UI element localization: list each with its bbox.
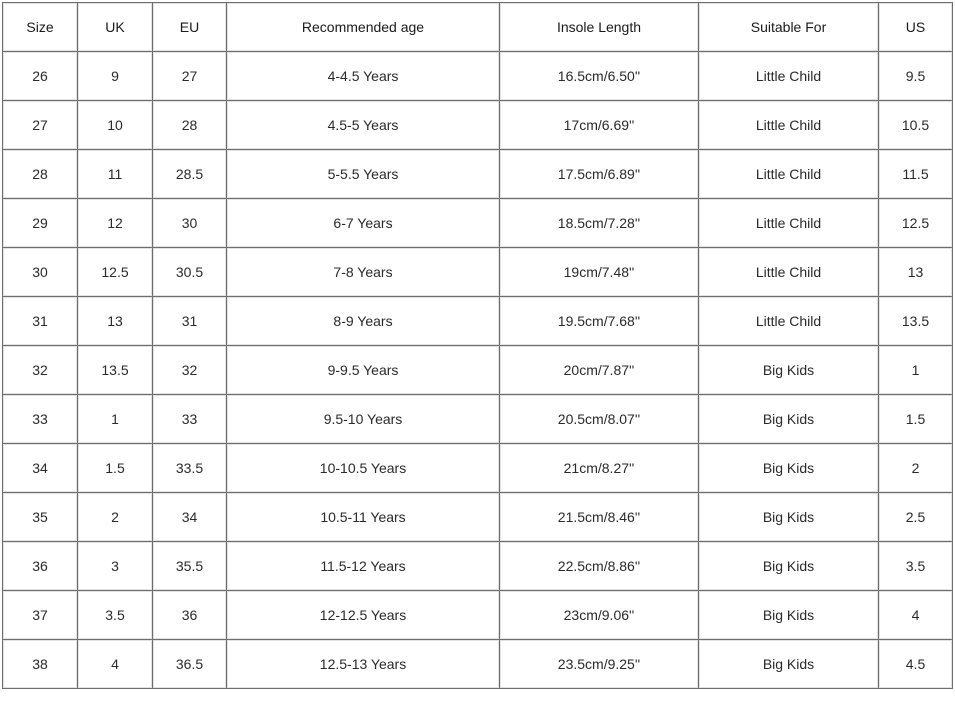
cell-recommended-age: 10-10.5 Years bbox=[227, 444, 500, 493]
cell-suitable-for: Little Child bbox=[699, 248, 879, 297]
cell-suitable-for: Little Child bbox=[699, 150, 879, 199]
cell-us: 10.5 bbox=[879, 101, 953, 150]
cell-suitable-for: Little Child bbox=[699, 52, 879, 101]
cell-eu: 30 bbox=[153, 199, 227, 248]
cell-recommended-age: 6-7 Years bbox=[227, 199, 500, 248]
cell-suitable-for: Big Kids bbox=[699, 444, 879, 493]
cell-insole-length: 21cm/8.27'' bbox=[500, 444, 699, 493]
cell-insole-length: 23.5cm/9.25'' bbox=[500, 640, 699, 689]
cell-insole-length: 19cm/7.48'' bbox=[500, 248, 699, 297]
header-us: US bbox=[879, 3, 953, 52]
cell-suitable-for: Big Kids bbox=[699, 395, 879, 444]
cell-uk: 12 bbox=[78, 199, 153, 248]
header-size: Size bbox=[3, 3, 78, 52]
cell-recommended-age: 12-12.5 Years bbox=[227, 591, 500, 640]
header-recommended-age: Recommended age bbox=[227, 3, 500, 52]
cell-us: 1.5 bbox=[879, 395, 953, 444]
table-row bbox=[3, 542, 953, 591]
cell-insole-length: 21.5cm/8.46'' bbox=[500, 493, 699, 542]
cell-us: 2.5 bbox=[879, 493, 953, 542]
table-row bbox=[3, 346, 953, 395]
cell-uk: 13 bbox=[78, 297, 153, 346]
cell-suitable-for: Big Kids bbox=[699, 346, 879, 395]
cell-insole-length: 20cm/7.87'' bbox=[500, 346, 699, 395]
table-row bbox=[3, 199, 953, 248]
table-row bbox=[3, 52, 953, 101]
table-row bbox=[3, 395, 953, 444]
cell-size: 33 bbox=[3, 395, 78, 444]
table-row bbox=[3, 591, 953, 640]
cell-uk: 10 bbox=[78, 101, 153, 150]
cell-us: 4 bbox=[879, 591, 953, 640]
cell-us: 3.5 bbox=[879, 542, 953, 591]
cell-uk: 1 bbox=[78, 395, 153, 444]
size-chart-table bbox=[2, 2, 953, 689]
cell-uk: 4 bbox=[78, 640, 153, 689]
table-body bbox=[3, 52, 953, 689]
cell-us: 13 bbox=[879, 248, 953, 297]
table-row bbox=[3, 493, 953, 542]
cell-uk: 9 bbox=[78, 52, 153, 101]
cell-suitable-for: Big Kids bbox=[699, 542, 879, 591]
table-row bbox=[3, 297, 953, 346]
cell-insole-length: 16.5cm/6.50'' bbox=[500, 52, 699, 101]
cell-uk: 11 bbox=[78, 150, 153, 199]
cell-eu: 28 bbox=[153, 101, 227, 150]
cell-us: 13.5 bbox=[879, 297, 953, 346]
cell-us: 4.5 bbox=[879, 640, 953, 689]
cell-insole-length: 18.5cm/7.28'' bbox=[500, 199, 699, 248]
cell-size: 31 bbox=[3, 297, 78, 346]
cell-size: 30 bbox=[3, 248, 78, 297]
cell-eu: 31 bbox=[153, 297, 227, 346]
cell-insole-length: 17.5cm/6.89'' bbox=[500, 150, 699, 199]
cell-recommended-age: 12.5-13 Years bbox=[227, 640, 500, 689]
cell-recommended-age: 9.5-10 Years bbox=[227, 395, 500, 444]
table-row bbox=[3, 640, 953, 689]
cell-size: 26 bbox=[3, 52, 78, 101]
cell-recommended-age: 4.5-5 Years bbox=[227, 101, 500, 150]
header-eu: EU bbox=[153, 3, 227, 52]
cell-size: 28 bbox=[3, 150, 78, 199]
cell-size: 37 bbox=[3, 591, 78, 640]
cell-recommended-age: 8-9 Years bbox=[227, 297, 500, 346]
cell-uk: 3.5 bbox=[78, 591, 153, 640]
cell-size: 38 bbox=[3, 640, 78, 689]
cell-recommended-age: 11.5-12 Years bbox=[227, 542, 500, 591]
cell-eu: 32 bbox=[153, 346, 227, 395]
cell-size: 35 bbox=[3, 493, 78, 542]
cell-recommended-age: 7-8 Years bbox=[227, 248, 500, 297]
cell-suitable-for: Big Kids bbox=[699, 493, 879, 542]
cell-uk: 12.5 bbox=[78, 248, 153, 297]
cell-size: 27 bbox=[3, 101, 78, 150]
cell-recommended-age: 5-5.5 Years bbox=[227, 150, 500, 199]
cell-size: 29 bbox=[3, 199, 78, 248]
cell-size: 36 bbox=[3, 542, 78, 591]
cell-eu: 36 bbox=[153, 591, 227, 640]
cell-us: 11.5 bbox=[879, 150, 953, 199]
header-insole-length: Insole Length bbox=[500, 3, 699, 52]
cell-eu: 36.5 bbox=[153, 640, 227, 689]
cell-uk: 2 bbox=[78, 493, 153, 542]
cell-eu: 34 bbox=[153, 493, 227, 542]
cell-insole-length: 22.5cm/8.86'' bbox=[500, 542, 699, 591]
cell-eu: 27 bbox=[153, 52, 227, 101]
cell-uk: 3 bbox=[78, 542, 153, 591]
cell-us: 2 bbox=[879, 444, 953, 493]
cell-eu: 33.5 bbox=[153, 444, 227, 493]
cell-us: 12.5 bbox=[879, 199, 953, 248]
cell-size: 34 bbox=[3, 444, 78, 493]
header-row bbox=[3, 3, 953, 52]
cell-suitable-for: Little Child bbox=[699, 199, 879, 248]
cell-size: 32 bbox=[3, 346, 78, 395]
cell-insole-length: 20.5cm/8.07'' bbox=[500, 395, 699, 444]
table-row bbox=[3, 101, 953, 150]
cell-recommended-age: 9-9.5 Years bbox=[227, 346, 500, 395]
cell-recommended-age: 4-4.5 Years bbox=[227, 52, 500, 101]
cell-insole-length: 23cm/9.06'' bbox=[500, 591, 699, 640]
header-suitable-for: Suitable For bbox=[699, 3, 879, 52]
table-row bbox=[3, 444, 953, 493]
cell-eu: 30.5 bbox=[153, 248, 227, 297]
table-row bbox=[3, 248, 953, 297]
header-uk: UK bbox=[78, 3, 153, 52]
cell-insole-length: 17cm/6.69'' bbox=[500, 101, 699, 150]
cell-recommended-age: 10.5-11 Years bbox=[227, 493, 500, 542]
cell-us: 9.5 bbox=[879, 52, 953, 101]
cell-uk: 13.5 bbox=[78, 346, 153, 395]
cell-suitable-for: Big Kids bbox=[699, 640, 879, 689]
cell-insole-length: 19.5cm/7.68'' bbox=[500, 297, 699, 346]
cell-eu: 35.5 bbox=[153, 542, 227, 591]
cell-suitable-for: Little Child bbox=[699, 101, 879, 150]
cell-uk: 1.5 bbox=[78, 444, 153, 493]
table-row bbox=[3, 150, 953, 199]
cell-eu: 33 bbox=[153, 395, 227, 444]
cell-suitable-for: Big Kids bbox=[699, 591, 879, 640]
cell-suitable-for: Little Child bbox=[699, 297, 879, 346]
cell-eu: 28.5 bbox=[153, 150, 227, 199]
cell-us: 1 bbox=[879, 346, 953, 395]
